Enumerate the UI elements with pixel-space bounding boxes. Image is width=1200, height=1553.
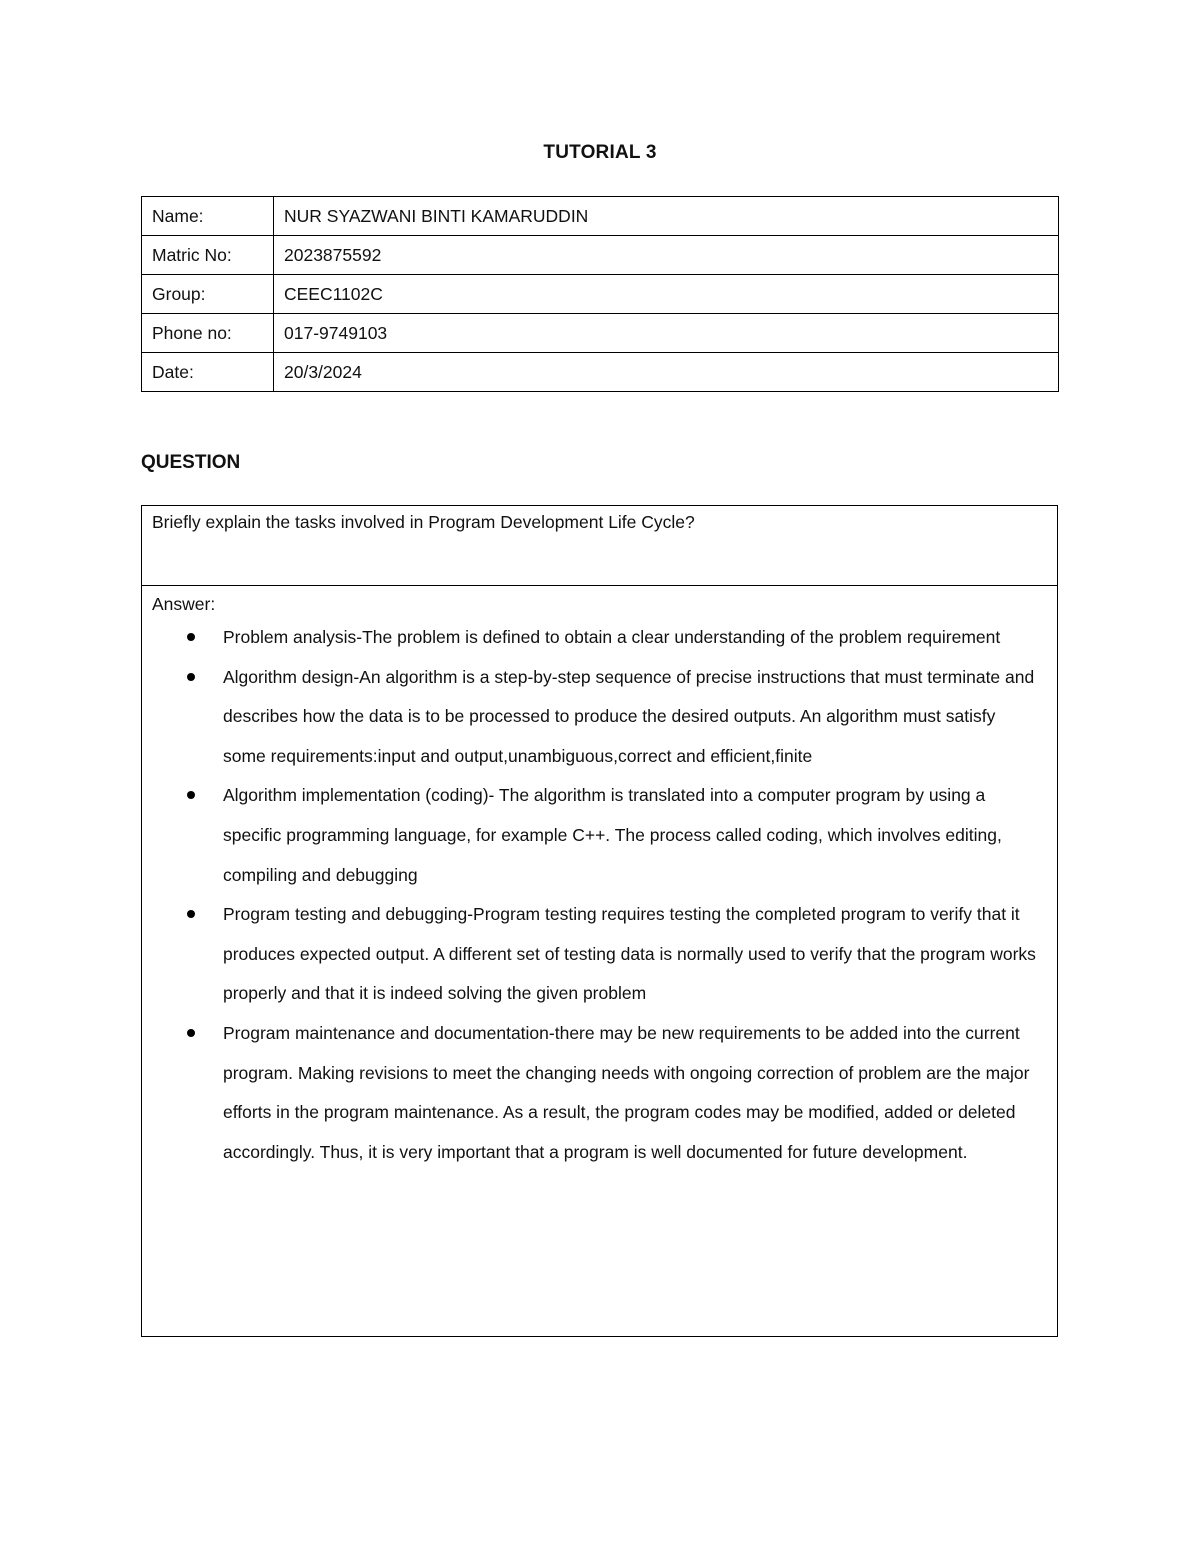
info-row-group bbox=[142, 275, 1059, 314]
answer-text: Problem analysis-The problem is defined to obtain a clear understanding of the problem requirement bbox=[223, 627, 1001, 647]
answer-text: Algorithm implementation (coding)- The algorithm is translated into a computer program by using a specific programming language, for example C++. The process called coding, which involves editing, compiling and debugging bbox=[223, 785, 1002, 885]
section-title: QUESTION bbox=[141, 452, 241, 473]
answer-label: Answer: bbox=[152, 594, 216, 614]
info-value: 20/3/2024 bbox=[274, 353, 1059, 392]
info-value: CEEC1102C bbox=[274, 275, 1059, 314]
info-value: 2023875592 bbox=[274, 236, 1059, 275]
question-cell bbox=[142, 506, 1057, 586]
question-text: Briefly explain the tasks involved in Program Development Life Cycle? bbox=[152, 512, 695, 532]
info-label: Group: bbox=[142, 275, 274, 314]
list-item bbox=[152, 776, 1047, 895]
info-label: Matric No: bbox=[142, 236, 274, 275]
info-row-phone bbox=[142, 314, 1059, 353]
answer-text: Program testing and debugging-Program testing requires testing the completed program to verify that it produces expected output. A different set of testing data is normally used to verify that the program works properly and that it is indeed solving the given problem bbox=[223, 904, 1036, 1004]
bullet-icon bbox=[187, 791, 195, 799]
info-row-matric bbox=[142, 236, 1059, 275]
list-item bbox=[152, 618, 1047, 658]
student-info-table bbox=[141, 196, 1059, 392]
bullet-icon bbox=[187, 1029, 195, 1037]
list-item bbox=[152, 658, 1047, 777]
document-title: TUTORIAL 3 bbox=[543, 142, 657, 163]
info-value: NUR SYAZWANI BINTI KAMARUDDIN bbox=[274, 197, 1059, 236]
answer-cell bbox=[142, 586, 1057, 1336]
answer-text: Algorithm design-An algorithm is a step-by-step sequence of precise instructions that must terminate and describes how the data is to be processed to produce the desired outputs. An algorithm must satisfy some requirements:input and output,unambiguous,correct and efficient,finite bbox=[223, 666, 1035, 766]
bullet-icon bbox=[187, 910, 195, 918]
list-item bbox=[152, 1014, 1047, 1172]
bullet-icon bbox=[187, 673, 195, 681]
answer-list bbox=[152, 618, 1047, 1172]
info-value: 017-9749103 bbox=[274, 314, 1059, 353]
info-label: Date: bbox=[142, 353, 274, 392]
info-label: Phone no: bbox=[142, 314, 274, 353]
bullet-icon bbox=[187, 633, 195, 641]
info-row-date bbox=[142, 353, 1059, 392]
info-label: Name: bbox=[142, 197, 274, 236]
info-row-name bbox=[142, 197, 1059, 236]
answer-text: Program maintenance and documentation-there may be new requirements to be added into the current program. Making revisions to meet the changing needs with ongoing correction of problem are the major efforts in the program maintenance. As a result, the program codes may be modified, added or deleted accordingly. Thus, it is very important that a program is well documented for future development. bbox=[223, 1022, 1030, 1162]
question-answer-box bbox=[141, 505, 1058, 1337]
list-item bbox=[152, 895, 1047, 1014]
